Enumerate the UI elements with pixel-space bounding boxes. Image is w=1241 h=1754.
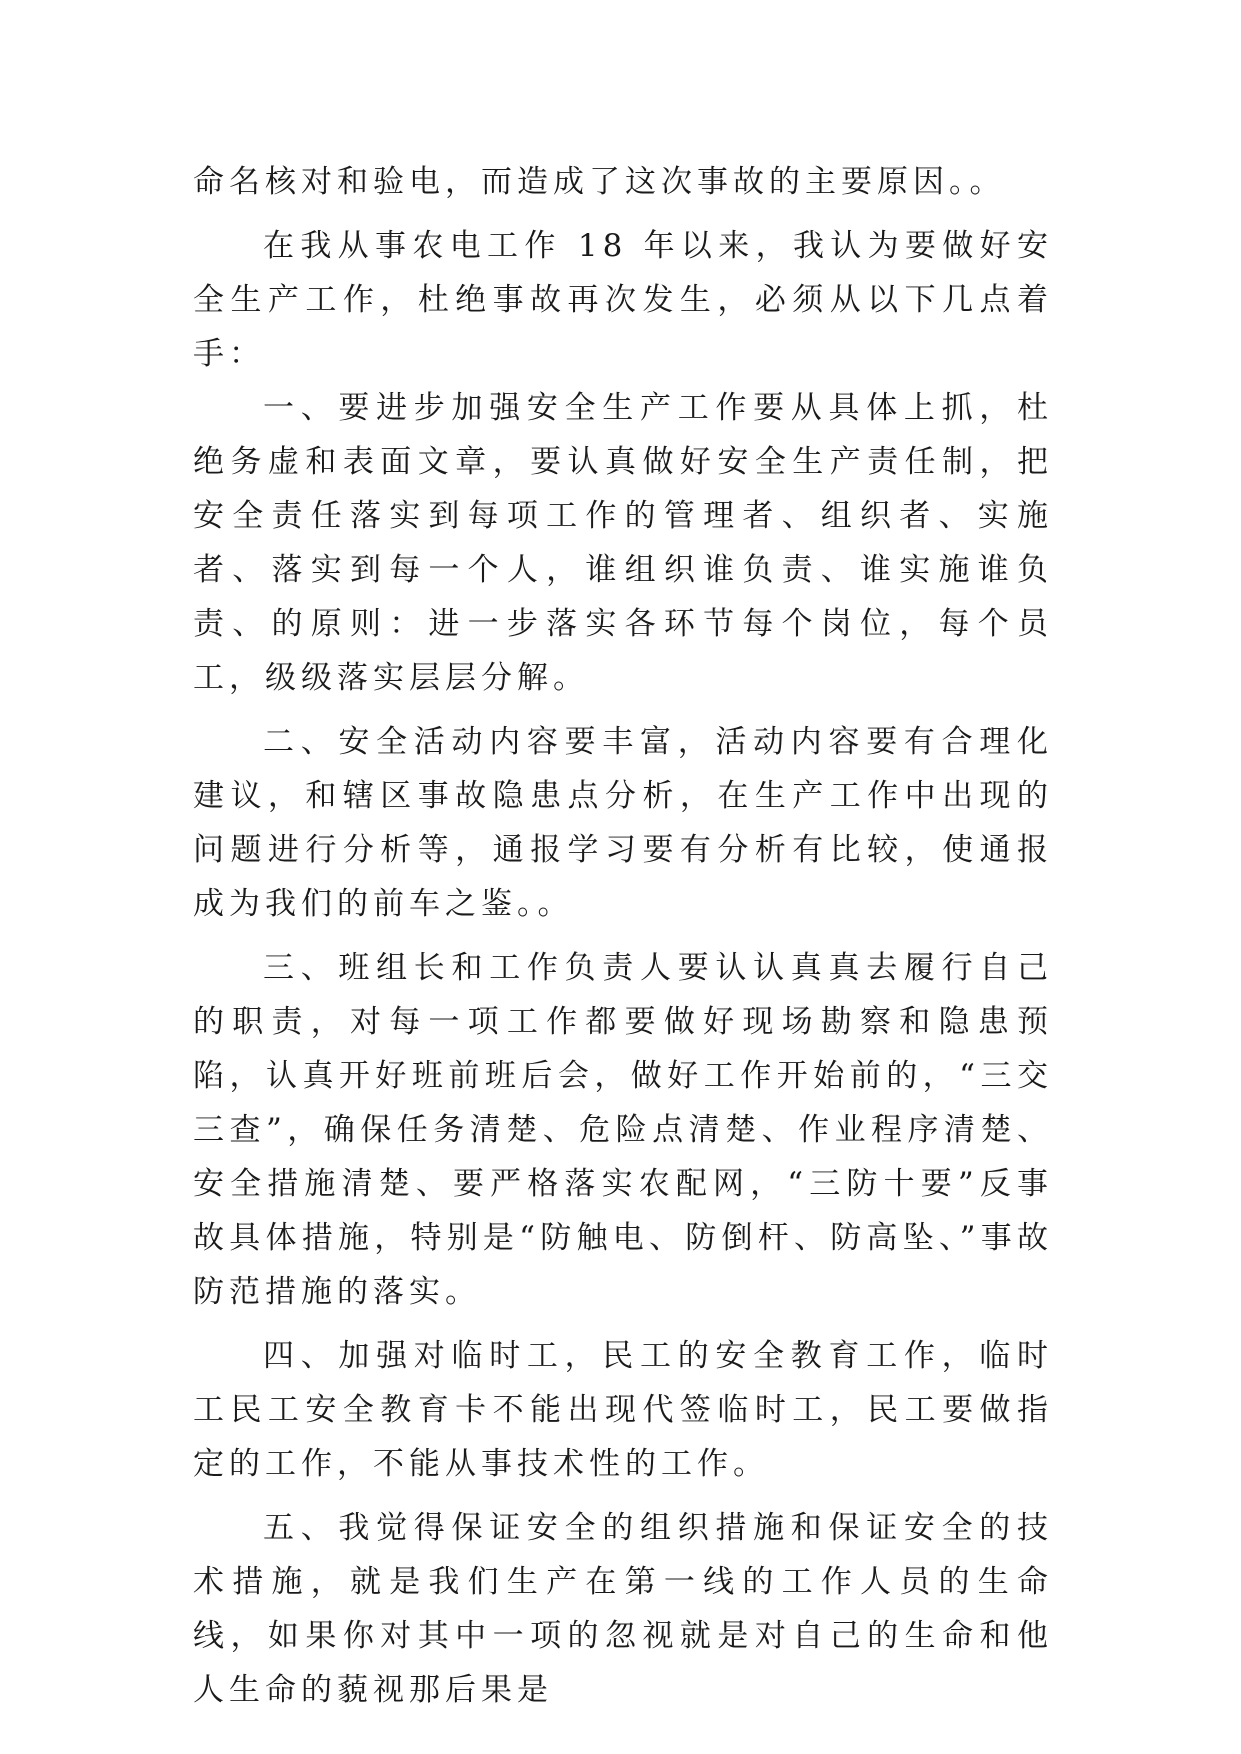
paragraph-point-4: 四、加强对临时工，民工的安全教育工作，临时工民工安全教育卡不能出现代签临时工，民工要做指定的工作，不能从事技术性的工作。: [193, 1338, 1053, 1482]
paragraph-point-2: 二、安全活动内容要丰富，活动内容要有合理化建议，和辖区事故隐患点分析，在生产工作中出现的问题进行分析等，通报学习要有分析有比较，使通报成为我们的前车之鉴。。: [193, 724, 1053, 922]
paragraph-point-3: 三、班组长和工作负责人要认认真真去履行自己的职责，对每一项工作都要做好现场勘察和隐患预陷，认真开好班前班后会，做好工作开始前的，“三交三查”，确保任务清楚、危险点清楚、作业程序清楚、安全措施清楚、要严格落实农配网，“三防十要”反事故具体措施，特别是“防触电、防倒杆、防高坠、”事故防范措施的落实。: [193, 950, 1053, 1310]
paragraph-intro: 在我从事农电工作 18 年以来，我认为要做好安全生产工作，杜绝事故再次发生，必须从以下几点着手：: [193, 228, 1053, 372]
paragraph-point-5: 五、我觉得保证安全的组织措施和保证安全的技术措施，就是我们生产在第一线的工作人员的生命线，如果你对其中一项的忽视就是对自己的生命和他人生命的藐视那后果是: [193, 1510, 1053, 1708]
paragraph-point-1: 一、要进步加强安全生产工作要从具体上抓，杜绝务虚和表面文章，要认真做好安全生产责任制，把安全责任落实到每项工作的管理者、组织者、实施者、落实到每一个人，谁组织谁负责、谁实施谁负责、的原则：进一步落实各环节每个岗位，每个员工，级级落实层层分解。: [193, 390, 1053, 696]
document-body: [193, 155, 1053, 1717]
paragraph-continuation: 命名核对和验电，而造成了这次事故的主要原因。。: [193, 164, 1006, 200]
